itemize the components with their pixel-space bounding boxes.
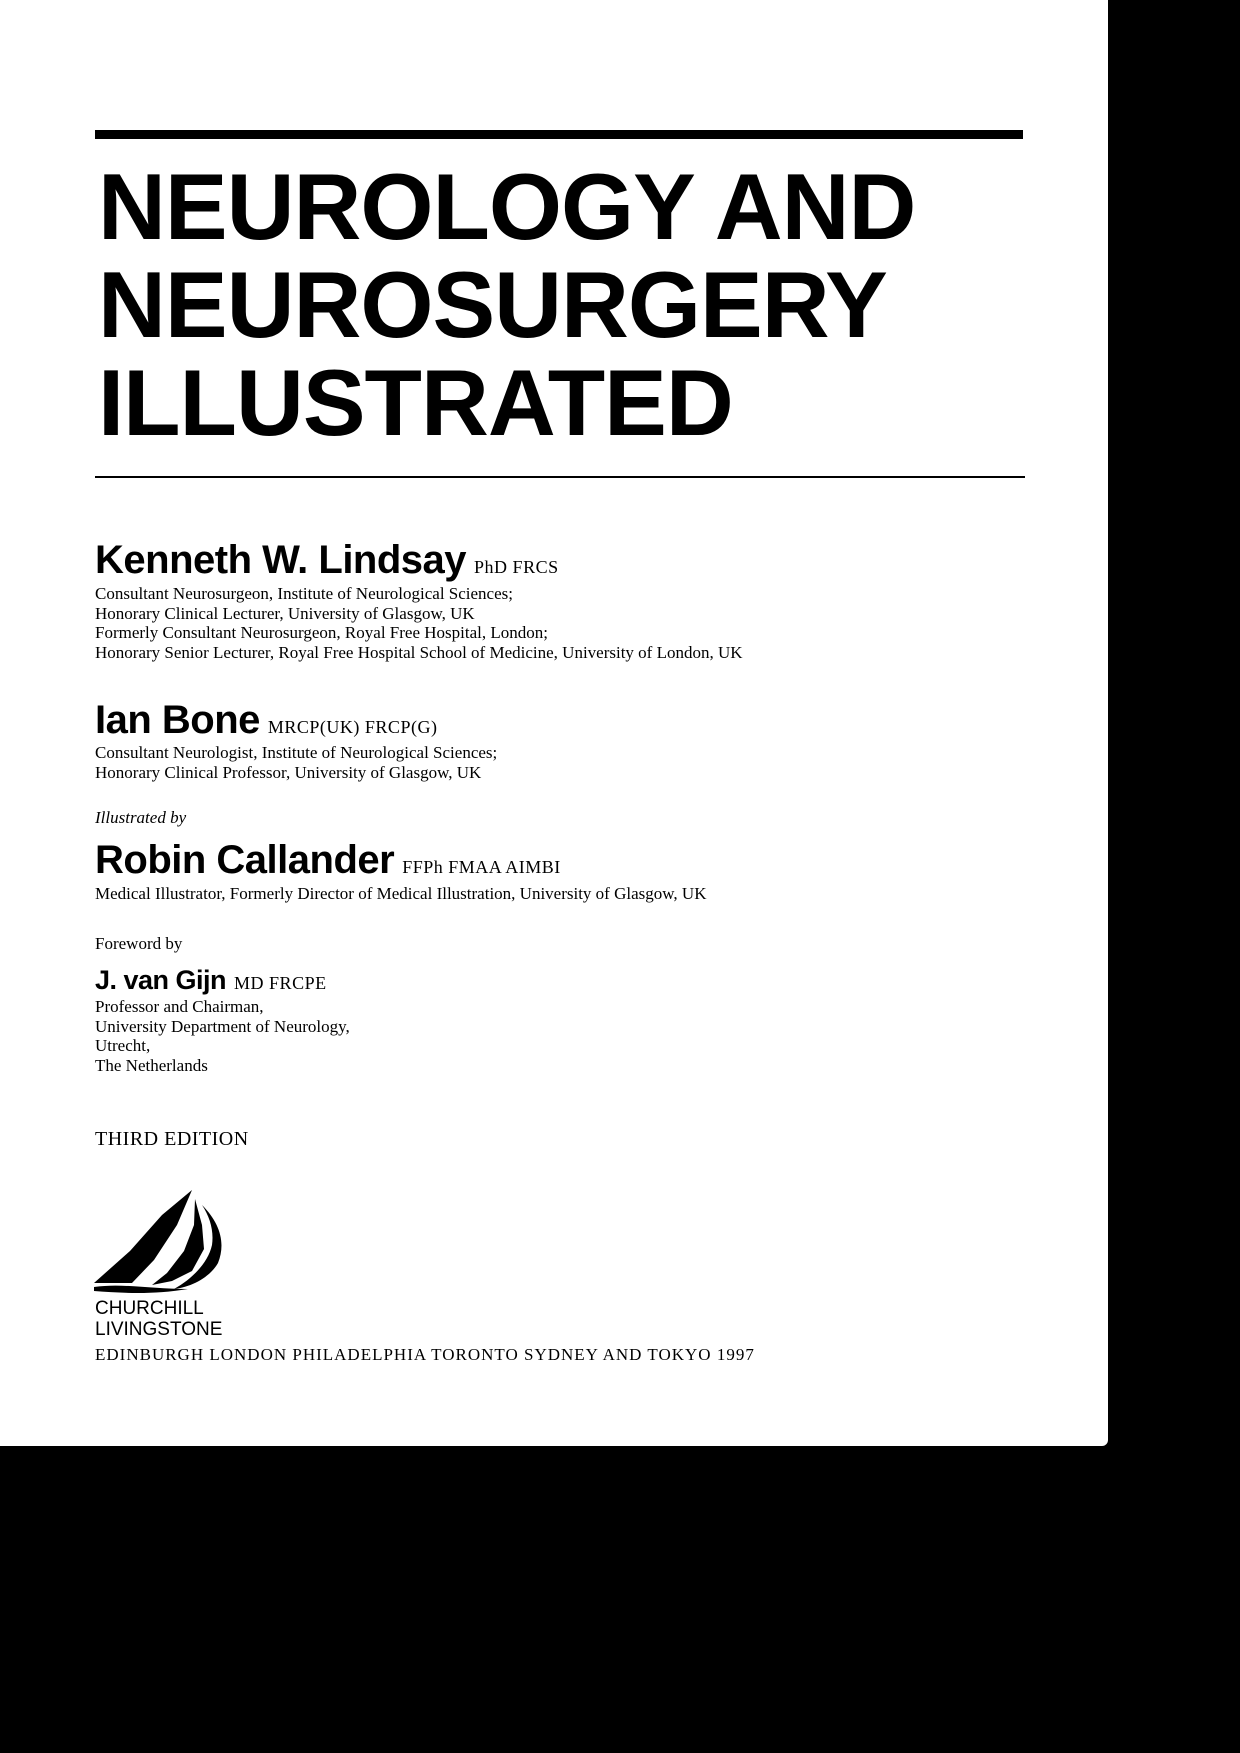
publisher-line-1: CHURCHILL (95, 1298, 204, 1319)
affiliation-line: Formerly Consultant Neurosurgeon, Royal Free Hospital, London; (95, 623, 548, 642)
foreword-by-label: Foreword by (95, 934, 183, 953)
author-block-lindsay (95, 536, 743, 662)
title-divider (95, 476, 1025, 478)
foreword-author-affiliations (95, 997, 350, 1075)
affiliation-line: The Netherlands (95, 1055, 208, 1075)
affiliation-line: University Department of Neurology, (95, 1016, 350, 1036)
affiliation-line: Medical Illustrator, Formerly Director of Medical Illustration, University of Glasgow, UK (95, 884, 707, 903)
author-credentials: PhD FRCS (474, 557, 559, 577)
publisher-line-2: LIVINGSTONE (95, 1319, 223, 1340)
foreword-author-name: J. van Gijn (95, 965, 227, 995)
author-affiliations (95, 584, 743, 662)
title-line-1: NEUROLOGY AND (98, 154, 916, 259)
illustrated-by-label: Illustrated by (95, 808, 187, 827)
sailboat-logo-icon (92, 1185, 232, 1295)
author-name: Ian Bone (95, 698, 260, 742)
title-line-3: ILLUSTRATED (98, 350, 733, 455)
illustrator-affiliations (95, 884, 707, 904)
publisher-wordmark (95, 1298, 222, 1340)
edition-label: THIRD EDITION (95, 1128, 249, 1150)
publisher-cities-year: EDINBURGH LONDON PHILADELPHIA TORONTO SYDNEY AND TOKYO 1997 (95, 1345, 755, 1364)
author-affiliations (95, 743, 497, 782)
illustrator-block (95, 836, 707, 904)
foreword-author-block (95, 963, 350, 1075)
illustrator-name: Robin Callander (95, 838, 395, 882)
affiliation-line: Consultant Neurologist, Institute of Neurological Sciences; (95, 743, 498, 762)
affiliation-line: Professor and Chairman, (95, 997, 264, 1016)
foreword-author-credentials: MD FRCPE (234, 973, 327, 993)
author-name: Kenneth W. Lindsay (95, 538, 467, 582)
title-line-2: NEUROSURGERY (98, 252, 887, 357)
illustrator-credentials: FFPh FMAA AIMBI (402, 857, 561, 877)
affiliation-line: Honorary Senior Lecturer, Royal Free Hospital School of Medicine, University of London, UK (95, 642, 743, 662)
affiliation-line: Honorary Clinical Professor, University of Glasgow, UK (95, 762, 482, 782)
author-block-bone (95, 697, 497, 782)
book-title (98, 154, 916, 455)
affiliation-line: Utrecht, (95, 1036, 151, 1055)
affiliation-line: Consultant Neurosurgeon, Institute of Neurological Sciences; (95, 584, 513, 603)
author-credentials: MRCP(UK) FRCP(G) (267, 717, 438, 737)
top-rule (95, 130, 1023, 139)
affiliation-line: Honorary Clinical Lecturer, University of Glasgow, UK (95, 603, 475, 623)
